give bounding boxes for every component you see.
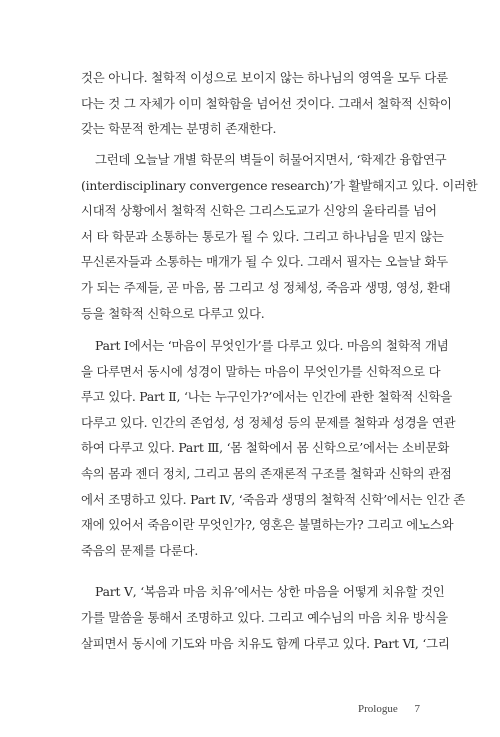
- text-line: 다는 것 그 자체가 이미 철학함을 넘어선 것이다. 그래서 철학적 신학이: [81, 95, 452, 111]
- text-line: 가 되는 주제들, 곧 마음, 몸 그리고 성 정체성, 죽음과 생명, 영성, 환대: [81, 280, 451, 295]
- running-footer-label: Prologue: [358, 703, 398, 715]
- page-number: 7: [414, 703, 420, 715]
- text-line: 재에 있어서 죽음이란 무엇인가?, 영혼은 불멸하는가? 그리고 에노스와: [81, 517, 454, 533]
- text-line: 무신론자들과 소통하는 매개가 될 수 있다. 그래서 필자는 오늘날 화두: [81, 254, 448, 270]
- text-line: 루고 있다. Part Ⅱ, ‘나는 누구인가?’에서는 인간에 관한 철학적 신학을: [81, 389, 453, 405]
- text-line: 그런데 오늘날 개별 학문의 벽들이 허물어지면서, ‘학제간 융합연구: [95, 152, 447, 167]
- text-line: 서 타 학문과 소통하는 통로가 될 수 있다. 그리고 하나님을 믿지 않는: [81, 228, 444, 244]
- text-line: 죽음의 문제를 다룬다.: [81, 542, 199, 558]
- text-line: 하여 다루고 있다. Part Ⅲ, ‘몸 철학에서 몸 신학으로’에서는 소비문화: [81, 440, 450, 456]
- text-line: 것은 아니다. 철학적 이성으로 보이지 않는 하나님의 영역을 모두 다룬: [81, 70, 448, 85]
- text-line: 살피면서 동시에 기도와 마음 치유도 함께 다루고 있다. Part Ⅵ, ‘그리: [81, 635, 450, 651]
- text-line: 갖는 학문적 한계는 분명히 존재한다.: [81, 121, 277, 137]
- text-line: 을 다루면서 동시에 성경이 말하는 마음이 무엇인가를 신학적으로 다: [81, 363, 441, 379]
- text-line: 에서 조명하고 있다. Part Ⅳ, ‘죽음과 생명의 철학적 신학’에서는 인간 존: [81, 491, 466, 507]
- text-line: 속의 몸과 젠더 정치, 그리고 몸의 존재론적 구조를 철학과 신학의 관점: [81, 466, 452, 481]
- text-line: Part Ⅰ에서는 ‘마음이 무엇인가’를 다루고 있다. 마음의 철학적 개념: [95, 338, 449, 353]
- text-line: 다루고 있다. 인간의 존엄성, 성 정체성 등의 문제를 철학과 성경을 연관: [81, 414, 456, 430]
- text-line: Part Ⅴ, ‘복음과 마음 치유’에서는 상한 마음을 어떻게 치유할 것인: [95, 584, 445, 600]
- text-line: 가를 말씀을 통해서 조명하고 있다. 그리고 예수님의 마음 치유 방식을: [81, 610, 448, 625]
- text-line: 시대적 상황에서 철학적 신학은 그리스도교가 신앙의 울타리를 넘어: [81, 203, 437, 219]
- text-line: 등을 철학적 신학으로 다루고 있다.: [81, 305, 265, 321]
- text-line: (interdisciplinary convergence research)’가 활발해지고 있다. 이러한: [81, 177, 478, 193]
- page-footer: [330, 703, 420, 719]
